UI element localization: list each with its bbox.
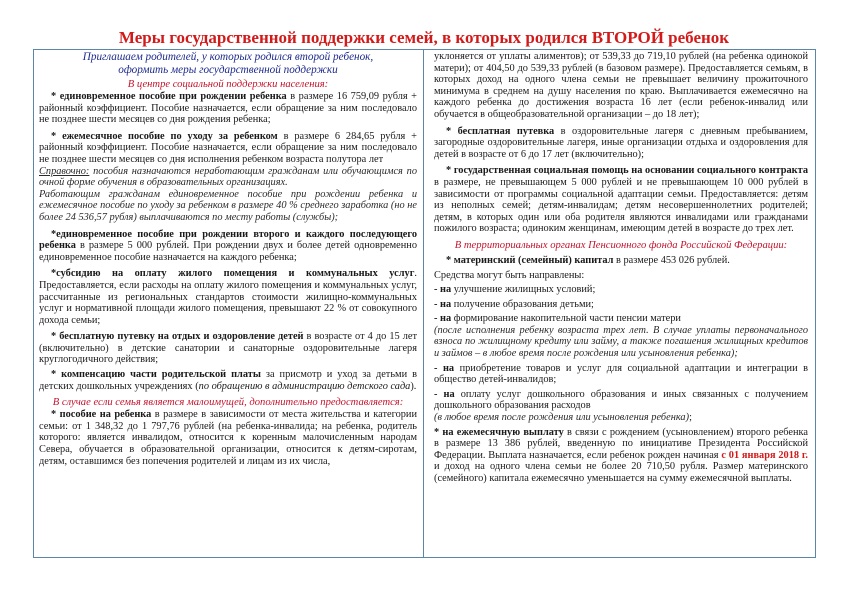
- direction-text: формирование накопительной части пенсии матери: [451, 313, 681, 325]
- benefit-title: * пособие на ребенка: [51, 409, 152, 421]
- section-heading-pension-fund: В территориальных органах Пенсионного фонда Российской Федерации:: [454, 239, 788, 251]
- benefit-housing-subsidy: [39, 268, 417, 326]
- benefit-text: в размере 6 284,65 рубля + районный коэффициент. Пособие назначается, если обращение за ним последовало не позднее шести месяцев со дня исполнения ребенком возраста полутора лет: [39, 130, 417, 165]
- benefit-text: в размере 453 026 рублей.: [613, 254, 730, 266]
- direction-prefix: - на: [434, 313, 452, 325]
- benefit-title: * единовременное пособие при рождении ребенка: [51, 91, 287, 102]
- benefit-monthly-care: [39, 131, 417, 166]
- direction-prefix: - на: [434, 284, 452, 296]
- direction-preschool-note: [434, 412, 808, 424]
- direction-education: [434, 299, 808, 311]
- benefit-text: . Предоставляется, если расходы на оплату жилого помещения и коммунальных услуг, рассчитанные из региональных стандартов стоимости жилищно-коммунальных услуг и нормативной площади жилого помещения, превышают 22 % от совокупного дохода семьи;: [39, 268, 417, 326]
- direction-pension-note: (после исполнения ребенку возраста трех лет. В случае уплаты первоначального взноса по жилищному кредиту или займу, а также погашения жилищных кредитов и займов – в любое время после рождения или усыновления ребенка);: [434, 324, 808, 360]
- benefit-kindergarten-compensation: [39, 369, 417, 392]
- benefit-text: в связи с рождением (усыновлением) второго ребенка в размере 13 386 рублей, введенную по инициативе Президента Российской Федерации. Выплата назначается, если ребенок рожден начиная: [434, 426, 808, 461]
- direction-preschool: [434, 389, 808, 412]
- direction-prefix: - на: [434, 298, 452, 310]
- benefit-text: в размере в зависимости от места жительства и категории семьи: от 1 348,32 до 1 797,76 рублей (на ребенка-инвалида; на ребенка, родитель которого: является инвалидом, относится к коренным малочисленным народам Севера, обучается в образовательной организации, относится к детям-сиротам, детям, оставшимся без попечения родителей и лицам из их числа,: [39, 409, 417, 467]
- reference-note: [39, 166, 417, 189]
- invite-line-2: оформить меры государственной поддержки: [118, 63, 338, 76]
- benefit-second-child: [39, 229, 417, 264]
- content-frame: [33, 49, 816, 558]
- direction-prefix: - на: [434, 362, 455, 374]
- benefit-title: * материнский (семейный) капитал: [446, 254, 614, 266]
- benefit-camp-voucher: [434, 126, 808, 161]
- benefit-title: * на ежемесячную выплату: [434, 426, 564, 438]
- directions-intro: Средства могут быть направлены:: [434, 269, 585, 281]
- direction-note-end: ;: [689, 412, 692, 424]
- section-heading-low-income: В случае если семья является малоимущей, дополнительно предоставляется:: [52, 397, 404, 409]
- benefit-title: * компенсацию части родительской платы: [51, 369, 261, 381]
- benefit-title: *единовременное пособие при рождении второго и каждого последующего ребенка: [39, 228, 417, 252]
- direction-text: приобретение товаров и услуг для социальной адаптации и интеграции в общество детей-инвалидов;: [434, 362, 808, 386]
- benefit-note: по обращению в администрацию детского сада: [198, 380, 411, 392]
- benefit-social-contract: [434, 165, 808, 235]
- benefit-text: в оздоровительные лагеря с дневным пребыванием, загородные оздоровительные лагеря, иные организации отдыха и оздоровления для детей в возрасте от 6 до 17 лет (включительно);: [434, 125, 808, 160]
- benefit-text-end: и доход на одного члена семьи не более 20 710,50 рубля. Размер материнского (семейного) капитала ежемесячно уменьшается на сумму ежемесячной выплаты.: [434, 461, 808, 484]
- section-heading-social-center: В центре социальной поддержки населения:: [127, 79, 329, 90]
- benefit-child-allowance: [39, 409, 417, 467]
- reference-note-working: Работающим гражданам единовременное пособие при рождении ребенка и ежемесячное пособие по уходу за ребенком в размере 40 % среднего заработка (но не более 24 536,57 рубля) выплачиваются по месту работы (службы);: [39, 188, 417, 223]
- left-column: [34, 50, 424, 557]
- benefit-title: * бесплатная путевка: [446, 125, 555, 137]
- benefit-text: в возрасте от 4 до 15 лет (включительно) в детские санатории и санаторные оздоровительные лагеря круглогодичного действия;: [39, 331, 417, 366]
- benefit-text: за присмотр и уход за детьми в детских дошкольных учреждениях (: [39, 369, 417, 392]
- benefit-text: в размере 16 759,09 рубля + районный коэффициент. Пособие назначается, если обращение за ним последовало не позднее шести месяцев со дня рождения ребенка;: [39, 91, 418, 126]
- child-allowance-continued: уклоняется от уплаты алиментов); от 539,33 до 719,10 рублей (на ребенка одинокой матери); от 404,50 до 539,33 рублей (в базовом размере). Предоставляется семьям, в которых доход на одного члена семьи не превышает величину прожиточного минимума в среднем на душу населения по краю. Выплачивается ежемесячно на каждого ребенка до достижения возраста 16 лет (если ребенок-инвалид или обучается в общеобразовательной организации – до 18 лет);: [434, 51, 808, 120]
- document-title: Меры государственной поддержки семей, в которых родился ВТОРОЙ ребенок: [118, 28, 730, 47]
- right-column: [424, 50, 815, 557]
- benefit-free-voucher: [39, 331, 417, 366]
- benefit-maternity-capital: [434, 255, 808, 267]
- benefit-start-date: с 01 января 2018 г.: [721, 449, 808, 461]
- direction-housing: [434, 284, 808, 296]
- direction-pension: [434, 313, 808, 325]
- benefit-text: в размере 5 000 рублей. При рождении двух и более детей одновременно единовременное пособие назначается на каждого ребенка;: [39, 240, 417, 263]
- benefit-monthly-payment: [434, 427, 808, 485]
- benefit-text-end: ).: [410, 380, 417, 392]
- direction-note: (в любое время после рождения или усыновления ребенка): [434, 412, 690, 424]
- note-text: пособия назначаются неработающим гражданам или обучающимся по очной форме обучения в образовательных организациях.: [39, 165, 417, 189]
- benefit-one-time-birth: [39, 91, 417, 126]
- benefit-text: в размере, не превышающем 5 000 рублей и не превышающем 10 000 рублей в зависимости от программы социальной адаптации семьи. Предоставляется: детям из неполных семей; детям-инвалидам; детям несовершеннолетних родителей; детям, в которых один или оба родителя являются инвалидами или гражданами пожилого возраста; одиноким женщинам, имеющим детей в возрасте до трех лет.: [434, 176, 808, 235]
- note-label: Справочно:: [39, 165, 90, 177]
- benefit-title: * бесплатную путевку на отдых и оздоровление детей: [51, 331, 304, 343]
- direction-disabled-children: [434, 363, 808, 386]
- direction-prefix: - на: [434, 388, 455, 400]
- benefit-title: * государственная социальная помощь на основании социального контракта: [446, 165, 808, 177]
- invite-line-1: Приглашаем родителей, у которых родился второй ребенок,: [82, 51, 374, 63]
- direction-text: оплату услуг дошкольного образования и иных связанных с получением дошкольного образования расходов: [434, 388, 808, 412]
- benefit-title: *субсидию на оплату жилого помещения и коммунальных услуг: [51, 268, 415, 280]
- direction-text: улучшение жилищных условий;: [451, 284, 596, 296]
- direction-text: получение образования детьми;: [451, 298, 594, 310]
- benefit-title: * ежемесячное пособие по уходу за ребенком: [51, 130, 278, 142]
